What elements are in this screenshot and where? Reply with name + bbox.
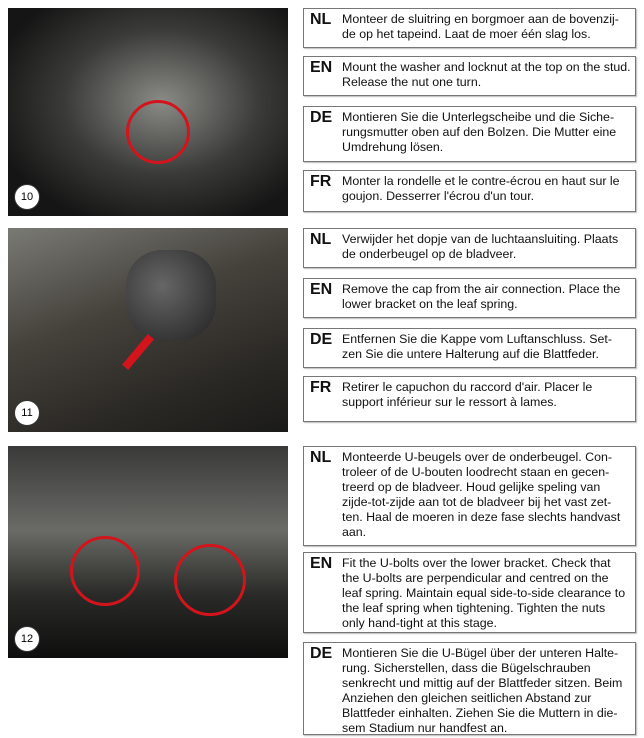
instruction-en-step-12 <box>303 552 636 633</box>
instruction-de-step-10 <box>303 106 636 162</box>
photo-step-11 <box>8 228 288 432</box>
highlight-circle <box>126 100 190 164</box>
instruction-text: Montieren Sie die Unterlegscheibe und die Siche-rungsmutter oben auf den Bolzen. Die Mutter eine Umdrehung lösen. <box>342 110 617 154</box>
language-code: DE <box>310 645 333 662</box>
instruction-fr-step-11 <box>303 376 636 422</box>
instruction-de-step-11 <box>303 328 636 368</box>
language-code: FR <box>310 173 332 190</box>
instruction-en-step-11 <box>303 278 636 318</box>
instruction-text: Verwijder het dopje van de luchtaansluiting. Plaats de onderbeugel op de bladveer. <box>342 232 619 261</box>
instruction-text: Fit the U-bolts over the lower bracket. Check that the U-bolts are perpendicular and centred on the leaf spring. Maintain equal side-to-side clearance to the leaf spring when tightening. Tighten the nuts only hand-tight at this stage. <box>342 556 626 630</box>
language-code: DE <box>310 109 333 126</box>
instruction-nl-step-10 <box>303 8 636 48</box>
step-number-badge: 12 <box>14 626 40 652</box>
air-spring <box>126 250 216 340</box>
language-code: NL <box>310 231 332 248</box>
instruction-text: Mount the washer and locknut at the top on the stud. Release the nut one turn. <box>342 60 631 89</box>
instruction-text: Remove the cap from the air connection. Place the lower bracket on the leaf spring. <box>342 282 621 311</box>
language-code: NL <box>310 11 332 28</box>
instruction-text: Monter la rondelle et le contre-écrou en haut sur le goujon. Desserrer l'écrou d'un tour. <box>342 174 620 203</box>
highlight-circle <box>174 544 246 616</box>
instruction-nl-step-11 <box>303 228 636 268</box>
instruction-fr-step-10 <box>303 170 636 212</box>
language-code: NL <box>310 449 332 466</box>
arrow-icon <box>122 334 154 370</box>
photo-step-12 <box>8 446 288 658</box>
instruction-text: Entfernen Sie die Kappe vom Luftanschluss. Set-zen Sie die untere Halterung auf die Blattfeder. <box>342 332 612 361</box>
instruction-text: Monteerde U-beugels over de onderbeugel. Con-troleer of de U-bouten loodrecht staan en gecen-treerd op de bladveer. Houd gelijke speling van zijde-tot-zijde aan tot de bladveer bij het vast zet-ten. Haal de moeren in deze fase slechts handvast aan. <box>342 450 621 539</box>
instruction-en-step-10 <box>303 56 636 96</box>
highlight-circle <box>70 536 140 606</box>
instruction-nl-step-12 <box>303 446 636 546</box>
instruction-de-step-12 <box>303 642 636 735</box>
language-code: EN <box>310 555 333 572</box>
instruction-text: Monteer de sluitring en borgmoer aan de bovenzij-de op het tapeind. Laat de moer één slag los. <box>342 12 619 41</box>
photo-step-10 <box>8 8 288 216</box>
step-number-badge: 10 <box>14 184 40 210</box>
instruction-text: Retirer le capuchon du raccord d'air. Placer le support inférieur sur le ressort à lames. <box>342 380 593 409</box>
instruction-text: Montieren Sie die U-Bügel über der unteren Halte-rung. Sicherstellen, dass die Bügelschrauben senkrecht und mittig auf der Blattfeder sitzen. Beim Anziehen den gleichen seitlichen Abstand zur Blattfeder einhalten. Ziehen Sie die Muttern in die-sem Stadium nur handfest an. <box>342 646 623 735</box>
language-code: DE <box>310 331 333 348</box>
language-code: EN <box>310 281 333 298</box>
language-code: EN <box>310 59 333 76</box>
language-code: FR <box>310 379 332 396</box>
step-number-badge: 11 <box>14 400 40 426</box>
